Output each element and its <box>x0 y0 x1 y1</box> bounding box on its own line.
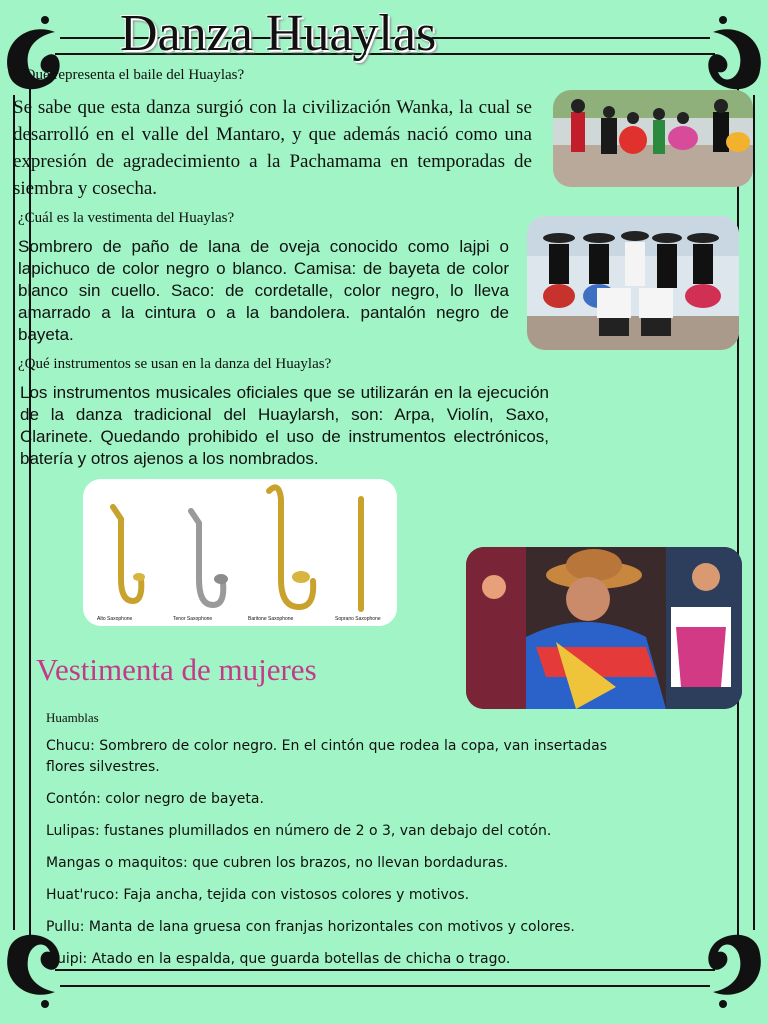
corner-ornament-bottom-right <box>708 935 760 1008</box>
sax-label-soprano: Soprano Saxophone <box>335 616 381 622</box>
paragraph-representation: Se sabe que esta danza surgió con la civilización Wanka, la cual se desarrolló en el valle del Mantaro, y que además nació como una expresión de agradecimiento a la Pachamama en temporadas de siembra y cosecha. <box>13 97 532 199</box>
page-title: Danza Huaylas <box>120 5 437 62</box>
sax-label-alto: Alto Saxophone <box>97 616 133 622</box>
saxophones-photo <box>83 479 397 626</box>
huamblas-label: Huamblas <box>46 710 99 725</box>
women-costume-heading: Vestimenta de mujeres <box>36 652 317 687</box>
question-costume: ¿Cuál es la vestimenta del Huaylas? <box>18 210 235 226</box>
paragraph-instruments: Los instrumentos musicales oficiales que se utilizarán en la ejecución de la danza tradicional del Huaylarsh, son: Arpa, Violín, Saxo, Clarinete. Quedando prohibido el uso de instrumentos electrónicos, batería y otros ajenos a los nombrados. <box>20 383 549 468</box>
list-item: Huat'ruco: Faja ancha, tejida con vistosos colores y motivos. <box>46 887 470 903</box>
list-item: Chucu: Sombrero de color negro. En el cintón que rodea la copa, van insertadas flores silvestres. <box>46 738 607 775</box>
sax-label-baritone: Baritone Saxophone <box>248 616 294 622</box>
sax-label-tenor: Tenor Saxophone <box>173 616 213 622</box>
question-instruments: ¿Qué instrumentos se usan en la danza del Huaylas? <box>18 356 332 372</box>
list-item: Pullu: Manta de lana gruesa con franjas horizontales con motivos y colores. <box>46 919 575 935</box>
list-item: Quipi: Atado en la espalda, que guarda botellas de chicha o trago. <box>46 951 511 967</box>
costume-group-photo <box>527 216 739 350</box>
list-item: Lulipas: fustanes plumillados en número de 2 o 3, van debajo del cotón. <box>46 823 552 839</box>
list-item: Contón: color negro de bayeta. <box>46 791 264 807</box>
women-costume-list <box>46 736 646 981</box>
question-representation: ¿Qué representa el baile del Huaylas? <box>18 67 245 83</box>
corner-ornament-top-right <box>708 16 760 89</box>
paragraph-costume: Sombrero de paño de lana de oveja conocido como lajpi o lapichuco de color negro o blanco. Camisa: de bayeta de color blanco sin cuello. Saco: de cordetalle, color negro, lo lleva amarrado a la cintura o a la bandolera. pantalón negro de bayeta. <box>18 237 509 344</box>
woman-dancer-photo <box>466 547 742 709</box>
list-item: Mangas o maquitos: que cubren los brazos, no llevan bordaduras. <box>46 855 509 871</box>
dancers-plaza-photo <box>553 90 753 187</box>
